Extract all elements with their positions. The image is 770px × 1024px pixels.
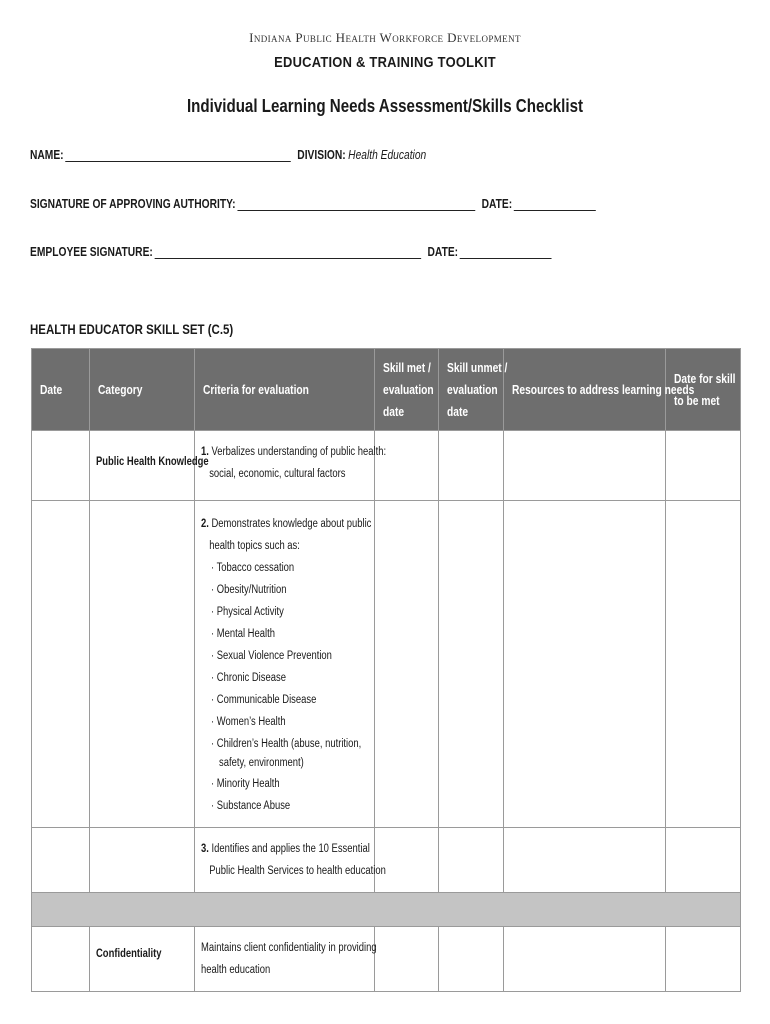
- resources-cell[interactable]: [504, 927, 666, 992]
- date-skill-met-cell[interactable]: [666, 828, 741, 893]
- organization-name: Indiana Public Health Workforce Development: [249, 30, 521, 45]
- date-skill-met-cell[interactable]: [666, 501, 741, 828]
- list-item: · Children’s Health (abuse, nutrition,: [211, 738, 362, 750]
- name-division-row: [30, 148, 426, 162]
- section-title: HEALTH EDUCATOR SKILL SET (C.5): [30, 321, 234, 337]
- list-item: · Physical Activity: [211, 606, 284, 618]
- name-label: NAME:: [30, 148, 64, 162]
- header-category: Category: [90, 349, 195, 431]
- header-date: Date: [32, 349, 90, 431]
- list-item: safety, environment): [219, 757, 304, 769]
- skill-unmet-cell[interactable]: [439, 828, 504, 893]
- list-item: · Tobacco cessation: [211, 562, 295, 574]
- header-resources: Resources to address learning needs: [504, 349, 666, 431]
- date-cell[interactable]: [32, 501, 90, 828]
- resources-cell[interactable]: [504, 828, 666, 893]
- header-criteria: Criteria for evaluation: [195, 349, 375, 431]
- list-item: · Obesity/Nutrition: [211, 584, 287, 596]
- criteria-cell: 3. Identifies and applies the 10 Essential Public Health Services to health education: [195, 828, 375, 893]
- employee-signature-field[interactable]: [154, 246, 421, 259]
- date-label-1: DATE:: [481, 197, 513, 211]
- skill-met-cell[interactable]: [375, 501, 439, 828]
- list-item: · Communicable Disease: [211, 694, 317, 706]
- skills-table: [31, 348, 741, 992]
- division-label: DIVISION:: [297, 148, 346, 162]
- date-field-1[interactable]: [514, 198, 596, 211]
- skill-met-cell[interactable]: [375, 927, 439, 992]
- table-row: [32, 501, 741, 828]
- header-date-skill-met: Date for skill to be met: [666, 349, 741, 431]
- criteria-cell: 2. Demonstrates knowledge about public health topics such as: · Tobacco cessation · Obesity/Nutrition · Physical Activity · Mental Health · Sexual Violence Prevention · Chronic Disease · Communicable Disease · Women’s Health · Children’s Health (abuse, nutrition, safety, environment) · Minority Health · Substance Abuse: [195, 501, 375, 828]
- table-row: [32, 431, 741, 501]
- list-item: · Women’s Health: [211, 716, 286, 728]
- date-skill-met-cell[interactable]: [666, 431, 741, 501]
- section-divider-row: [32, 893, 741, 927]
- skill-unmet-cell[interactable]: [439, 501, 504, 828]
- approving-signature-row: [30, 197, 602, 211]
- date-cell[interactable]: [32, 431, 90, 501]
- approving-signature-label: SIGNATURE OF APPROVING AUTHORITY:: [30, 197, 236, 211]
- table-header-row: [32, 349, 741, 431]
- date-cell[interactable]: [32, 927, 90, 992]
- category-cell: [90, 501, 195, 828]
- resources-cell[interactable]: [504, 431, 666, 501]
- list-item: · Sexual Violence Prevention: [211, 650, 332, 662]
- date-cell[interactable]: [32, 828, 90, 893]
- list-item: · Mental Health: [211, 628, 275, 640]
- document-title: Individual Learning Needs Assessment/Skills Checklist: [186, 96, 584, 116]
- header-skill-met: Skill met / evaluation date: [375, 349, 439, 431]
- topic-list: [201, 557, 368, 817]
- toolkit-title: EDUCATION & TRAINING TOOLKIT: [274, 54, 496, 71]
- list-item: · Chronic Disease: [211, 672, 286, 684]
- employee-signature-row: [30, 245, 558, 259]
- table-row: [32, 828, 741, 893]
- table-row: [32, 927, 741, 992]
- list-item: · Substance Abuse: [211, 800, 291, 812]
- criteria-cell: 1. Verbalizes understanding of public health: social, economic, cultural factors: [195, 431, 375, 501]
- category-cell: Confidentiality: [90, 927, 195, 992]
- criteria-cell: Maintains client confidentiality in providing health education: [195, 927, 375, 992]
- resources-cell[interactable]: [504, 501, 666, 828]
- skill-unmet-cell[interactable]: [439, 431, 504, 501]
- name-field[interactable]: [65, 149, 291, 162]
- date-field-2[interactable]: [460, 246, 552, 259]
- category-cell: Public Health Knowledge: [90, 431, 195, 501]
- division-value: Health Education: [348, 148, 427, 162]
- approving-signature-field[interactable]: [237, 198, 475, 211]
- skill-unmet-cell[interactable]: [439, 927, 504, 992]
- list-item: · Minority Health: [211, 778, 280, 790]
- date-skill-met-cell[interactable]: [666, 927, 741, 992]
- section-divider: [32, 893, 741, 927]
- category-cell: [90, 828, 195, 893]
- header-skill-unmet: Skill unmet / evaluation date: [439, 349, 504, 431]
- employee-signature-label: EMPLOYEE SIGNATURE:: [30, 245, 153, 259]
- date-label-2: DATE:: [427, 245, 459, 259]
